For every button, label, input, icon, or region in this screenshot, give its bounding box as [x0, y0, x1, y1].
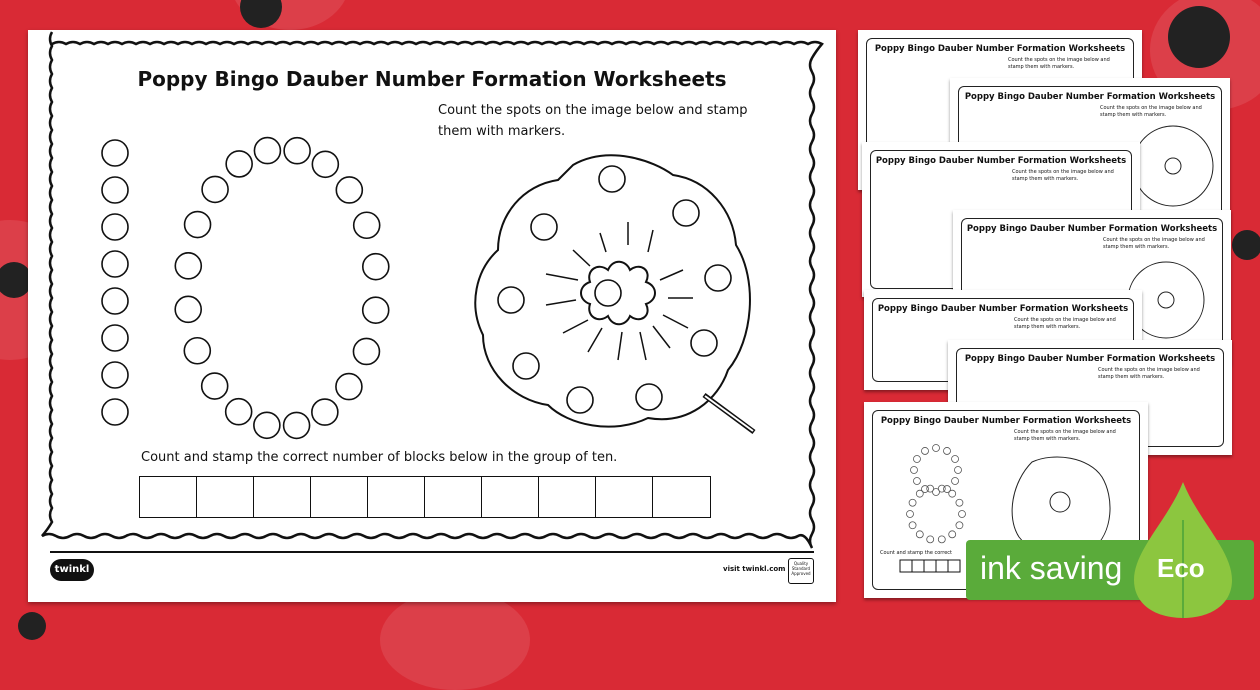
main-worksheet [28, 30, 836, 602]
stamp-dot [102, 140, 128, 166]
thumbnail-instruction: Count the spots on the image below and stamp them with markers. [1098, 367, 1200, 380]
thumbnail-title: Poppy Bingo Dauber Number Formation Worksheets [966, 224, 1218, 234]
thumbnail-instruction: Count the spots on the image below and stamp them with markers. [1014, 429, 1116, 442]
stamp-block [254, 477, 311, 517]
thumbnail-dot [927, 536, 934, 543]
eco-leaf-drop-icon [1128, 480, 1238, 620]
poppy-illustration [475, 155, 754, 432]
thumbnail-dot [916, 490, 923, 497]
thumbnail-dot [913, 456, 920, 463]
ink-saving-label: ink saving [980, 550, 1123, 586]
stamp-block [539, 477, 596, 517]
stamp-dot [284, 138, 310, 164]
poppy-spot [691, 330, 717, 356]
stamp-dot [312, 399, 338, 425]
stamp-dot [102, 288, 128, 314]
poppy-spot [636, 384, 662, 410]
stamp-dot [363, 254, 389, 280]
stamp-dot [254, 138, 280, 164]
thumbnail-title: Poppy Bingo Dauber Number Formation Worksheets [880, 416, 1132, 426]
thumbnail-dot [938, 485, 945, 492]
thumbnail-dot [955, 467, 962, 474]
thumbnail-dot [911, 467, 918, 474]
thumbnail-dot [938, 536, 945, 543]
stamp-block [653, 477, 710, 517]
thumbnail-dot [956, 499, 963, 506]
stamp-dot [102, 251, 128, 277]
stamp-dot [254, 412, 280, 438]
stamp-dot [175, 253, 201, 279]
thumbnail-dot [909, 499, 916, 506]
quality-badge: Quality Standard Approved [788, 558, 814, 584]
poppy-center-decoration [18, 612, 46, 640]
poppy-spot [673, 200, 699, 226]
stamp-dot [202, 373, 228, 399]
thumbnail-dot [944, 447, 951, 454]
thumbnail-dot [952, 478, 959, 485]
stamp-block [482, 477, 539, 517]
poppy-center-decoration [1232, 230, 1260, 260]
stamp-dot [363, 297, 389, 323]
twinkl-logo: twinkl [50, 559, 94, 581]
stamp-dot [202, 176, 228, 202]
thumbnail-instruction: Count the spots on the image below and stamp them with markers. [1012, 169, 1114, 182]
poppy-center-decoration [1168, 6, 1230, 68]
poppy-spot [498, 287, 524, 313]
stamp-dot [354, 212, 380, 238]
stamp-block [197, 477, 254, 517]
thumbnail-dot [913, 478, 920, 485]
thumbnail-instruction: Count the spots on the image below and stamp them with markers. [1014, 317, 1116, 330]
thumbnail-title: Poppy Bingo Dauber Number Formation Worksheets [964, 354, 1216, 364]
thumbnail-dot [916, 531, 923, 538]
thumbnail-dot [927, 485, 934, 492]
stamp-block [425, 477, 482, 517]
stamp-dot [102, 399, 128, 425]
stamp-block [140, 477, 197, 517]
stamp-dot [226, 399, 252, 425]
poppy-spot [595, 280, 621, 306]
stamp-block [596, 477, 653, 517]
thumbnail-title: Poppy Bingo Dauber Number Formation Worksheets [877, 304, 1129, 314]
thumbnail-instruction: Count the spots on the image below and stamp them with markers. [1103, 237, 1205, 250]
thumbnail-dot [909, 522, 916, 529]
poppy-spot [567, 387, 593, 413]
thumbnail-dot [907, 511, 914, 518]
thumbnail-dot [922, 447, 929, 454]
stamp-dot [353, 338, 379, 364]
stamp-dot [336, 374, 362, 400]
stamp-dot [336, 177, 362, 203]
ten-frame-blocks [139, 476, 711, 518]
stamp-dot [184, 338, 210, 364]
worksheet-title: Poppy Bingo Dauber Number Formation Worksheets [137, 67, 727, 91]
thumbnail-dot [952, 456, 959, 463]
thumbnail-title: Poppy Bingo Dauber Number Formation Worksheets [875, 156, 1127, 166]
poppy-spot [531, 214, 557, 240]
stamp-block [368, 477, 425, 517]
visit-link-text: visit twinkl.com [723, 565, 786, 573]
thumbnail-footer-text: Count and stamp the correct [880, 550, 952, 556]
thumbnail-dot [959, 511, 966, 518]
thumbnail-dot [949, 490, 956, 497]
stamp-dot [175, 296, 201, 322]
thumbnail-instruction: Count the spots on the image below and stamp them with markers. [1008, 57, 1110, 70]
stamp-dot [102, 362, 128, 388]
footer-divider [50, 551, 814, 553]
thumbnail-title: Poppy Bingo Dauber Number Formation Worksheets [964, 92, 1216, 102]
stamp-dot [102, 325, 128, 351]
stamp-block [311, 477, 368, 517]
stamp-dot [312, 151, 338, 177]
thumbnail-instruction: Count the spots on the image below and stamp them with markers. [1100, 105, 1202, 118]
poppy-spots [498, 166, 731, 413]
thumbnail-dot [933, 445, 940, 452]
stamp-dot [102, 214, 128, 240]
poppy-petal-decoration [380, 590, 530, 690]
poppy-spot [599, 166, 625, 192]
stamp-dot [284, 412, 310, 438]
block-instruction: Count and stamp the correct number of blocks below in the group of ten. [141, 450, 618, 465]
poppy-spot [513, 353, 539, 379]
poppy-spot [705, 265, 731, 291]
eco-tag: Eco [1157, 553, 1205, 583]
stamp-dot [226, 151, 252, 177]
stamp-dot [185, 212, 211, 238]
spot-instruction: Count the spots on the image below and stamp them with markers. [438, 103, 748, 139]
thumbnail-title: Poppy Bingo Dauber Number Formation Worksheets [874, 44, 1126, 54]
numeral-ten-dots [102, 138, 389, 439]
stamp-dot [102, 177, 128, 203]
thumbnail-dot [956, 522, 963, 529]
thumbnail-dot [949, 531, 956, 538]
